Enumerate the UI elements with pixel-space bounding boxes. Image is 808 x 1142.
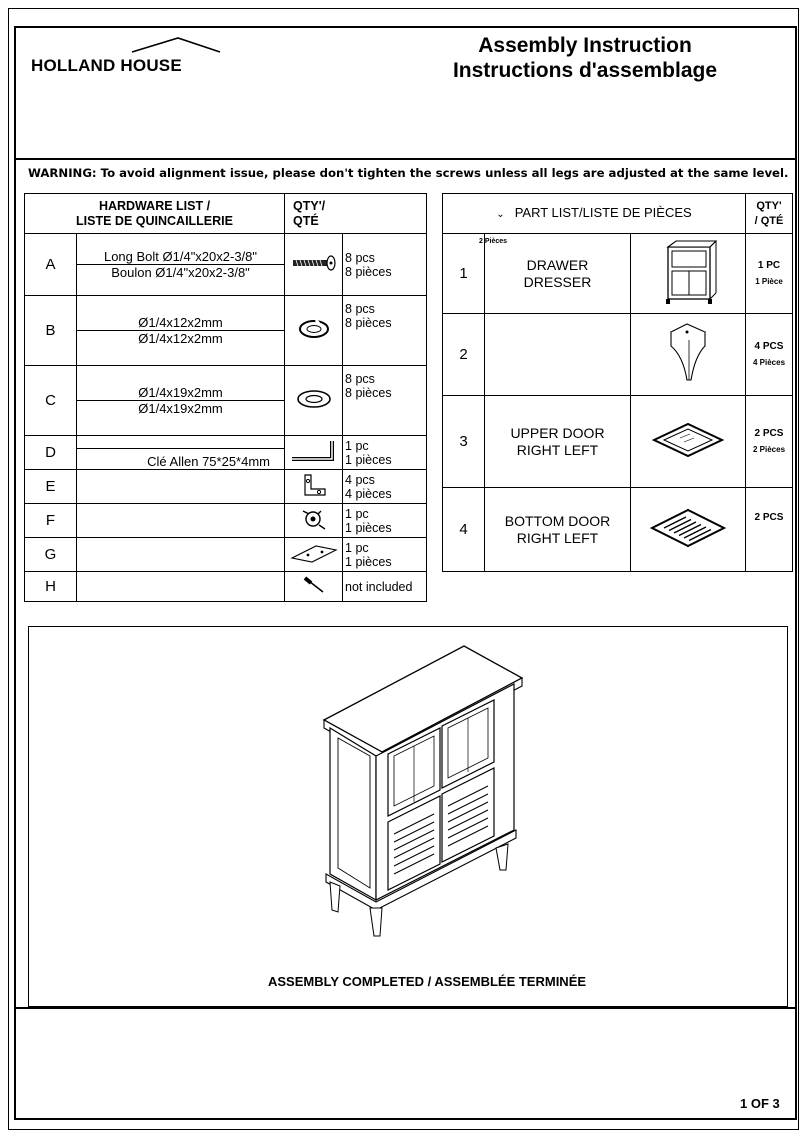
part-row-3 <box>443 396 793 488</box>
hardware-row-a <box>25 234 427 296</box>
hardware-row-d <box>25 436 427 470</box>
hardware-row-h <box>25 572 427 602</box>
hardware-qty-en: 8 pcs <box>345 250 375 265</box>
parts-header-qty: QTY' / QTÉ <box>746 194 793 234</box>
hardware-desc-fr: Ø1/4x19x2mm <box>138 401 223 416</box>
hardware-desc-fr: Clé Allen 75*25*4mm <box>147 454 271 469</box>
hardware-qty-fr: 1 pièces <box>345 452 392 467</box>
brand-name: HOLLAND HOUSE <box>31 56 182 75</box>
part-name-line2: RIGHT LEFT <box>516 529 599 546</box>
part-row-2 <box>443 314 793 396</box>
hardware-desc-fr: Boulon Ø1/4"x20x2-3/8" <box>111 265 250 280</box>
part-name-line1: DRAWER <box>526 256 589 273</box>
hardware-qty-fr: 1 pièces <box>345 554 392 569</box>
parts-header-name: ⌄ PART LIST/LISTE DE PIÈCES <box>443 194 746 234</box>
hardware-desc-en: Ø1/4x12x2mm <box>77 315 284 331</box>
part-note: 2 Pièces <box>479 238 508 245</box>
part-name-line2: RIGHT LEFT <box>516 441 599 458</box>
hardware-row-b <box>25 296 427 366</box>
split-washer-icon <box>296 317 332 341</box>
allen-key-icon <box>288 437 340 465</box>
hardware-qty-en: 1 pc <box>345 506 369 521</box>
bolt-icon <box>289 255 339 271</box>
part-name-line1: UPPER DOOR <box>510 424 605 441</box>
glass-door-icon <box>650 420 726 460</box>
footer-divider <box>14 1007 797 1009</box>
part-number: 2 <box>443 314 485 396</box>
hardware-letter: F <box>25 504 77 538</box>
hardware-letter: D <box>25 436 77 470</box>
hardware-desc-en: Ø1/4x19x2mm <box>77 385 284 401</box>
hardware-qty-en: 4 pcs <box>345 472 375 487</box>
title-english: Assembly Instruction <box>478 34 692 57</box>
hardware-qty-en: 1 pc <box>345 540 369 555</box>
part-name-line2: DRESSER <box>523 273 592 290</box>
part-qty-en: 2 PCS <box>746 488 793 572</box>
flat-washer-icon <box>294 387 334 411</box>
part-row-4 <box>443 488 793 572</box>
hardware-letter: C <box>25 366 77 436</box>
hardware-qty-en: not included <box>343 572 427 602</box>
hardware-letter: G <box>25 538 77 572</box>
hardware-row-f <box>25 504 427 538</box>
parts-table <box>442 193 793 572</box>
completed-cabinet-icon <box>316 642 526 942</box>
hardware-letter: E <box>25 470 77 504</box>
hardware-letter: A <box>25 234 77 296</box>
part-qty-fr: 1 Pièce <box>755 276 783 286</box>
hardware-letter: B <box>25 296 77 366</box>
hardware-desc-fr: Ø1/4x12x2mm <box>138 331 223 346</box>
warning-text: WARNING: To avoid alignment issue, please don't tighten the screws unless all legs are adjusted at the same level. <box>28 166 789 180</box>
hardware-qty-fr: 8 pièces <box>345 316 392 330</box>
bracket-icon <box>297 471 331 499</box>
screwdriver-icon <box>299 574 329 596</box>
part-name-line1: BOTTOM DOOR <box>504 512 611 529</box>
part-number: 3 <box>443 396 485 488</box>
hardware-row-e <box>25 470 427 504</box>
louver-door-icon <box>648 506 728 550</box>
part-qty-en: 1 PC <box>757 259 781 271</box>
hardware-row-g <box>25 538 427 572</box>
part-qty-en: 4 PCS <box>754 340 784 352</box>
assembly-completed-caption: ASSEMBLY COMPLETED / ASSEMBLÉE TERMINÉE <box>267 974 587 989</box>
hardware-desc-en: Long Bolt Ø1/4"x20x2-3/8" <box>77 249 284 265</box>
hardware-row-c <box>25 366 427 436</box>
page-number: 1 OF 3 <box>740 1096 780 1111</box>
part-row-1 <box>443 234 793 314</box>
dresser-icon <box>656 237 720 307</box>
hardware-qty-fr: 8 pièces <box>345 264 392 279</box>
part-number: 4 <box>443 488 485 572</box>
hardware-qty-en: 1 pc <box>345 438 369 453</box>
header-mark: ⌄ <box>496 209 505 220</box>
anchor-icon <box>299 505 329 533</box>
part-qty-fr: 4 Pièces <box>752 357 786 367</box>
hardware-header-qty: QTY'/ QTÉ <box>285 194 427 234</box>
header-divider <box>14 158 797 160</box>
title-french: Instructions d'assemblage <box>452 59 718 82</box>
hardware-letter: H <box>25 572 77 602</box>
hardware-qty-en: 8 pcs <box>345 372 375 386</box>
house-roof-logo-icon <box>130 36 222 54</box>
part-qty-fr: 2 Pièces <box>752 444 786 454</box>
hardware-qty-fr: 1 pièces <box>345 520 392 535</box>
leg-icon <box>663 318 713 388</box>
hardware-qty-en: 8 pcs <box>345 302 375 316</box>
part-number: 1 <box>443 234 485 314</box>
hardware-header-name: HARDWARE LIST / LISTE DE QUINCAILLERIE <box>25 194 285 234</box>
hardware-qty-fr: 8 pièces <box>345 386 392 400</box>
plate-icon <box>288 542 340 564</box>
hardware-qty-fr: 4 pièces <box>345 486 392 501</box>
hardware-table <box>24 193 427 602</box>
part-qty-en: 2 PCS <box>754 427 784 439</box>
